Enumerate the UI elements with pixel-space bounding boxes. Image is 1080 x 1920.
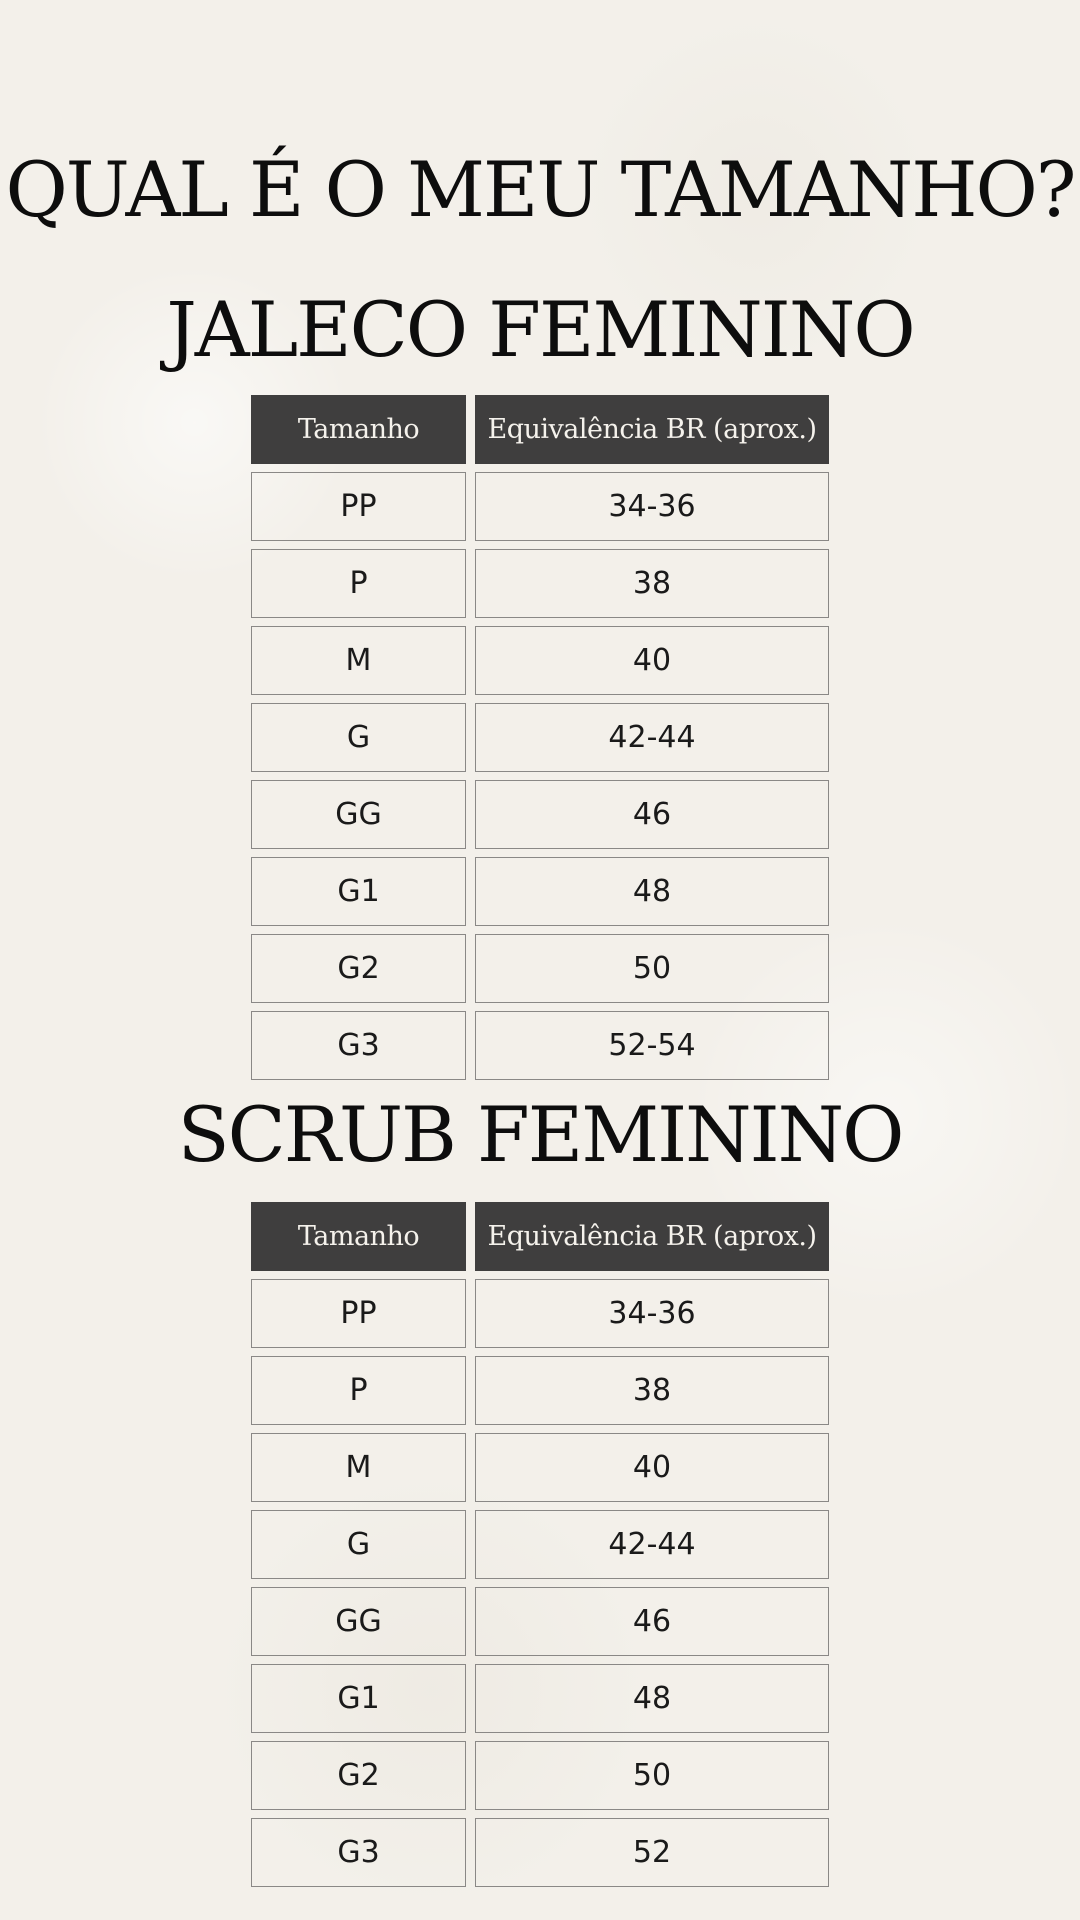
equivalence-cell: 52-54 <box>475 1011 829 1080</box>
header-tamanho: Tamanho <box>251 1202 466 1271</box>
size-cell: GG <box>251 780 466 849</box>
size-cell: G3 <box>251 1011 466 1080</box>
equivalence-cell: 40 <box>475 626 829 695</box>
size-cell: G <box>251 1510 466 1579</box>
size-cell: M <box>251 626 466 695</box>
scrub-section-title: SCRUB FEMININO <box>177 1090 903 1179</box>
table-row <box>251 1510 829 1579</box>
equivalence-cell: 38 <box>475 549 829 618</box>
table-row <box>251 472 829 541</box>
jaleco-size-table <box>251 395 829 1088</box>
size-cell: G2 <box>251 1741 466 1810</box>
equivalence-cell: 42-44 <box>475 1510 829 1579</box>
table-row <box>251 626 829 695</box>
size-cell: G1 <box>251 1664 466 1733</box>
table-row <box>251 1741 829 1810</box>
table-row <box>251 1587 829 1656</box>
equivalence-cell: 34-36 <box>475 472 829 541</box>
size-cell: G3 <box>251 1818 466 1887</box>
size-cell: PP <box>251 1279 466 1348</box>
equivalence-cell: 40 <box>475 1433 829 1502</box>
equivalence-cell: 50 <box>475 1741 829 1810</box>
header-tamanho: Tamanho <box>251 395 466 464</box>
table-row <box>251 1279 829 1348</box>
header-equivalencia: Equivalência BR (aprox.) <box>475 1202 829 1271</box>
table-row <box>251 703 829 772</box>
size-cell: PP <box>251 472 466 541</box>
size-cell: P <box>251 1356 466 1425</box>
equivalence-cell: 46 <box>475 1587 829 1656</box>
table-row <box>251 1356 829 1425</box>
scrub-size-table <box>251 1202 829 1895</box>
table-row <box>251 1664 829 1733</box>
equivalence-cell: 48 <box>475 1664 829 1733</box>
equivalence-cell: 42-44 <box>475 703 829 772</box>
size-cell: G <box>251 703 466 772</box>
page-title: QUAL É O MEU TAMANHO? <box>5 145 1075 234</box>
table-header-row <box>251 1202 829 1271</box>
header-equivalencia: Equivalência BR (aprox.) <box>475 395 829 464</box>
table-row <box>251 1433 829 1502</box>
size-cell: G2 <box>251 934 466 1003</box>
table-header-row <box>251 395 829 464</box>
size-cell: P <box>251 549 466 618</box>
size-cell: M <box>251 1433 466 1502</box>
table-row <box>251 1011 829 1080</box>
table-row <box>251 549 829 618</box>
table-row <box>251 857 829 926</box>
equivalence-cell: 52 <box>475 1818 829 1887</box>
size-cell: G1 <box>251 857 466 926</box>
table-row <box>251 934 829 1003</box>
jaleco-section-title: JALECO FEMININO <box>166 285 914 374</box>
equivalence-cell: 34-36 <box>475 1279 829 1348</box>
equivalence-cell: 48 <box>475 857 829 926</box>
equivalence-cell: 50 <box>475 934 829 1003</box>
table-row <box>251 780 829 849</box>
size-cell: GG <box>251 1587 466 1656</box>
table-row <box>251 1818 829 1887</box>
equivalence-cell: 38 <box>475 1356 829 1425</box>
equivalence-cell: 46 <box>475 780 829 849</box>
